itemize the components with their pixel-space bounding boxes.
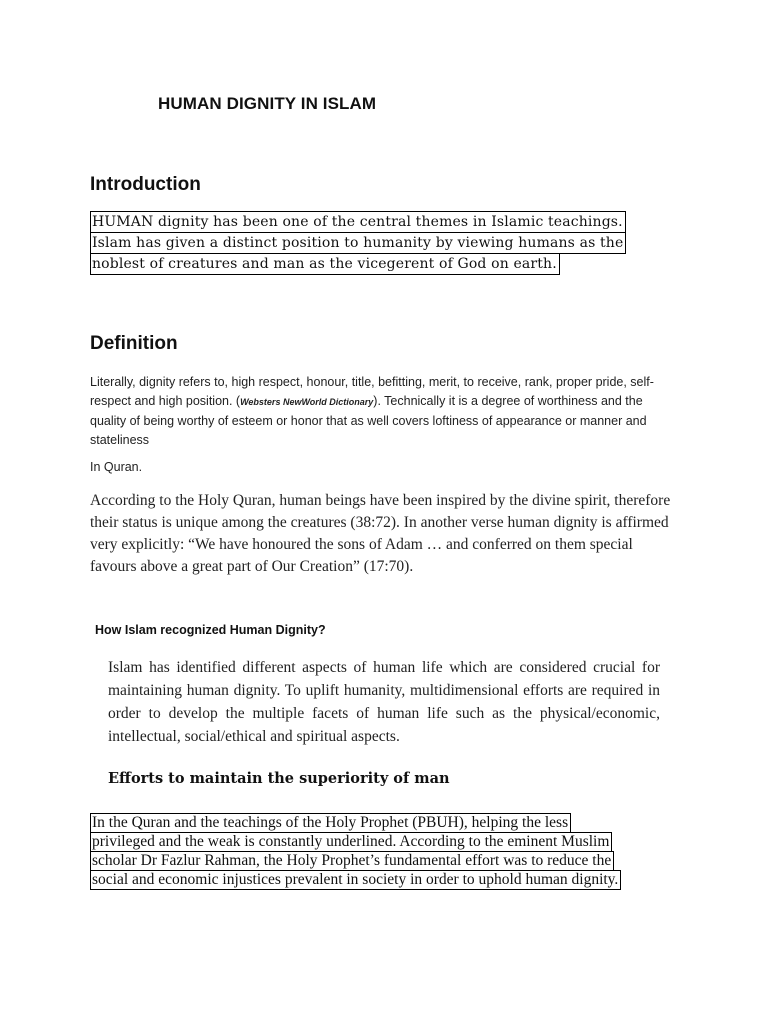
quran-paragraph: According to the Holy Quran, human beings have been inspired by the divine spirit, therefore their status is unique among the creatures (38:72). In another verse human dignity is affirmed very explicitly: “We have honoured the sons of Adam … and conferred on them special favours above a great part of Our Creation” (17:70). (90, 492, 671, 575)
definition-heading: Definition (90, 333, 178, 354)
introduction-heading: Introduction (90, 174, 201, 195)
recognition-paragraph: Islam has identified different aspects of human life which are considered crucial for maintaining human dignity. To uplift humanity, multidimensional efforts are required in order to develop the multiple facets of human life such as the physical/economic, intellectual, social/ethical and spiritual aspects. (108, 659, 660, 745)
efforts-line: In the Quran and the teachings of the Holy Prophet (PBUH), helping the less (90, 813, 571, 833)
introduction-line: noblest of creatures and man as the vicegerent of God on earth. (90, 253, 560, 275)
efforts-line: scholar Dr Fazlur Rahman, the Holy Prophet’s fundamental effort was to reduce the (90, 851, 614, 871)
definition-text-after: ). Technically it is a degree of worthiness and the quality of being worthy of esteem or honor that as well covers loftiness of appearance or manner and stateliness (90, 394, 647, 447)
definition-text-before: Literally, dignity refers to, high respect, honour, title, befitting, merit, to receive, rank, proper pride, self-respect and high position. ( (90, 375, 654, 408)
dictionary-citation: Websters NewWorld Dictionary (240, 397, 374, 407)
definition-paragraph (90, 373, 670, 450)
efforts-line: privileged and the weak is constantly underlined. According to the eminent Muslim (90, 832, 612, 852)
document-title: HUMAN DIGNITY IN ISLAM (158, 94, 377, 113)
introduction-box (90, 212, 690, 275)
introduction-line: HUMAN dignity has been one of the central themes in Islamic teachings. (90, 211, 626, 233)
efforts-box (90, 814, 690, 890)
efforts-line: social and economic injustices prevalent in society in order to uphold human dignity. (90, 870, 621, 890)
in-quran-label: In Quran. (90, 460, 143, 474)
introduction-line: Islam has given a distinct position to humanity by viewing humans as the (90, 232, 626, 254)
efforts-heading: Efforts to maintain the superiority of man (108, 770, 450, 787)
recognition-heading: How Islam recognized Human Dignity? (95, 623, 326, 637)
